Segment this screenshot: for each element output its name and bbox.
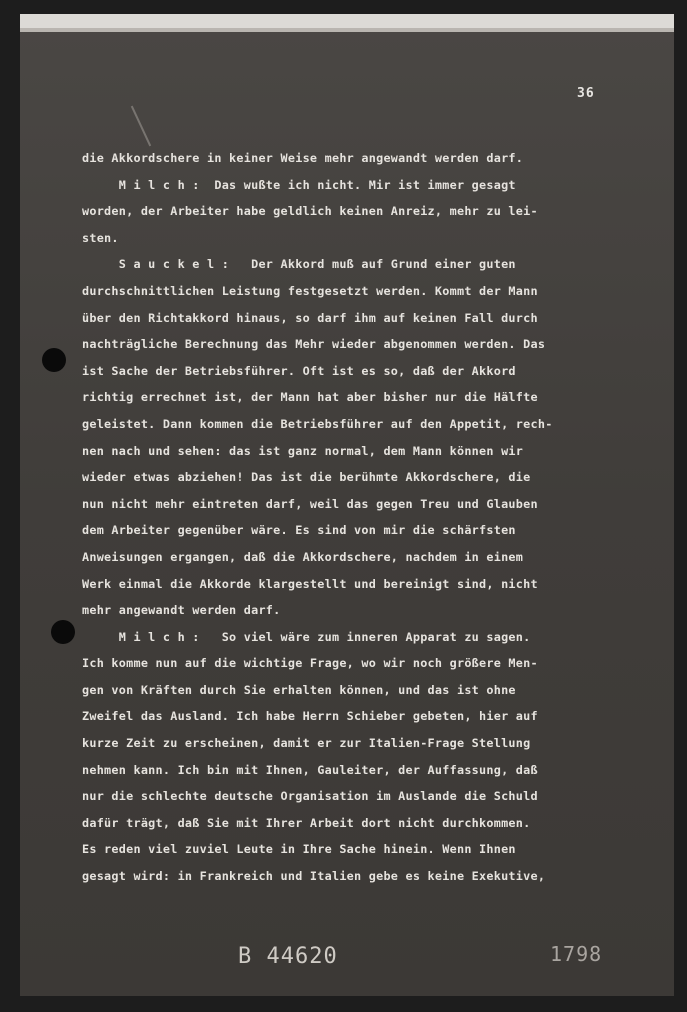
text-line: mehr angewandt werden darf. — [82, 603, 281, 618]
text-line: über den Richtakkord hinaus, so darf ihm auf keinen Fall durch — [82, 310, 538, 325]
text-line: dafür trägt, daß Sie mit Ihrer Arbeit dort nicht durchkommen. — [82, 815, 531, 830]
text-line: nun nicht mehr eintreten darf, weil das gegen Treu und Glauben — [82, 496, 538, 511]
page-number: 36 — [577, 86, 595, 101]
text-line: durchschnittlichen Leistung festgesetzt werden. Kommt der Mann — [82, 283, 538, 298]
text-line: Ich komme nun auf die wichtige Frage, wo wir noch größere Men- — [82, 656, 538, 671]
text-line: dem Arbeiter gegenüber wäre. Es sind von mir die schärfsten — [82, 523, 516, 538]
text-line: Anweisungen ergangen, daß die Akkordschere, nachdem in einem — [82, 549, 524, 564]
text-line: richtig errechnet ist, der Mann hat aber bisher nur die Hälfte — [82, 390, 538, 405]
text-line: M i l c h : Das wußte ich nicht. Mir ist immer gesagt — [82, 177, 516, 192]
text-line: sten. — [82, 230, 119, 245]
paper-top-strip — [20, 28, 674, 32]
text-line: geleistet. Dann kommen die Betriebsführer auf den Appetit, rech- — [82, 416, 553, 431]
text-line: M i l c h : So viel wäre zum inneren Apparat zu sagen. — [82, 629, 531, 644]
text-line: die Akkordschere in keiner Weise mehr angewandt werden darf. — [82, 151, 524, 165]
text-line: worden, der Arbeiter habe geldlich keinen Anreiz, mehr zu lei- — [82, 204, 538, 219]
text-line: nachträgliche Berechnung das Mehr wieder abgenommen werden. Das — [82, 337, 546, 352]
typed-text-body — [82, 145, 622, 890]
text-line: Es reden viel zuviel Leute in Ihre Sache hinein. Wenn Ihnen — [82, 842, 516, 857]
text-line: gen von Kräften durch Sie erhalten können, und das ist ohne — [82, 682, 516, 697]
text-line: gesagt wird: in Frankreich und Italien gebe es keine Exekutive, — [82, 869, 546, 884]
archive-stamp-number: B 44620 — [238, 944, 338, 969]
punch-hole-lower — [51, 620, 75, 644]
text-line: wieder etwas abziehen! Das ist die berühmte Akkordschere, die — [82, 470, 531, 485]
text-line: kurze Zeit zu erscheinen, damit er zur Italien-Frage Stellung — [82, 736, 531, 751]
scratch-mark — [131, 106, 151, 147]
text-line: Werk einmal die Akkorde klargestellt und bereinigt sind, nicht — [82, 576, 538, 591]
archive-page-stamp: 1798 — [550, 942, 603, 966]
text-line: nehmen kann. Ich bin mit Ihnen, Gauleiter, der Auffassung, daß — [82, 762, 538, 777]
text-line: ist Sache der Betriebsführer. Oft ist es so, daß der Akkord — [82, 363, 516, 378]
punch-hole-upper — [42, 348, 66, 372]
text-line: Zweifel das Ausland. Ich habe Herrn Schieber gebeten, hier auf — [82, 709, 538, 724]
text-line: nur die schlechte deutsche Organisation im Auslande die Schuld — [82, 789, 538, 804]
text-line: nen nach und sehen: das ist ganz normal, dem Mann können wir — [82, 443, 524, 458]
text-line: S a u c k e l : Der Akkord muß auf Grund einer guten — [82, 257, 516, 272]
document-sheet — [20, 14, 674, 996]
